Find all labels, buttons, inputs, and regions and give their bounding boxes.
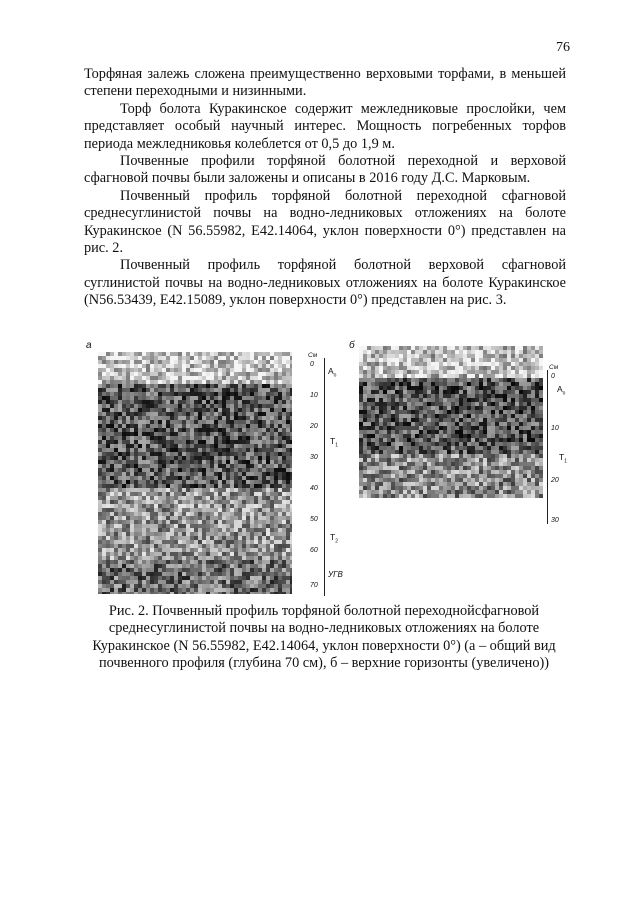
horizon-a-ao: $A_о$ bbox=[328, 366, 337, 379]
page-number: 76 bbox=[556, 40, 570, 55]
water-table-label: УГВ bbox=[328, 570, 343, 579]
scale-line-b bbox=[547, 370, 548, 524]
figure-panel-b bbox=[345, 338, 565, 528]
horizon-a-t2: $T_2$ bbox=[330, 532, 338, 545]
paragraph-1: Торфяная залежь сложена преимущественно верховыми торфами, в меньшей степени переходными и низинными. bbox=[84, 66, 566, 100]
panel-b-letter: б bbox=[349, 340, 355, 351]
horizon-a-t1: $T_1$ bbox=[330, 436, 338, 449]
tick-b-0: 0 bbox=[551, 373, 555, 380]
tick-b-30: 30 bbox=[551, 517, 559, 524]
tick-a-70: 70 bbox=[310, 582, 318, 589]
scale-line-a bbox=[324, 358, 325, 596]
horizon-b-t1: $T_1$ bbox=[559, 452, 567, 465]
horizon-b-ao: $A_о$ bbox=[557, 384, 566, 397]
tick-a-0: 0 bbox=[310, 361, 314, 368]
tick-b-20: 20 bbox=[551, 477, 559, 484]
tick-a-50: 50 bbox=[310, 516, 318, 523]
tick-a-40: 40 bbox=[310, 485, 318, 492]
tick-a-20: 20 bbox=[310, 423, 318, 430]
tick-a-10: 10 bbox=[310, 392, 318, 399]
tick-a-30: 30 bbox=[310, 454, 318, 461]
paragraph-4: Почвенный профиль торфяной болотной переходной сфагновой среднесуглинистой почвы на водно-ледниковых отложениях на болоте Куракинское (N 56.55982, E42.14064, уклон поверхности 0°) представлен на рис. 2. bbox=[84, 187, 566, 257]
tick-b-10: 10 bbox=[551, 425, 559, 432]
body-text bbox=[84, 66, 566, 310]
figure-panel-a bbox=[84, 338, 354, 598]
tick-a-60: 60 bbox=[310, 547, 318, 554]
panel-a-letter: а bbox=[86, 340, 92, 351]
figure-caption: Рис. 2. Почвенный профиль торфяной болотной переходнойсфагновой среднесуглинистой почвы на водно-ледниковых отложениях на болоте Куракинское (N 56.55982, E42.14064, уклон поверхности 0°) (а – общий вид почвенного профиля (глубина 70 см), б – верхние горизонты (увеличено)) bbox=[92, 603, 556, 672]
paragraph-2: Торф болота Куракинское содержит межледниковые прослойки, чем представляет особый научный интерес. Мощность погребенных торфов периода межледниковья колеблется от 0,5 до 1,9 м. bbox=[84, 100, 566, 152]
soil-profile-photo-a bbox=[98, 352, 292, 594]
depth-unit-b: См bbox=[549, 364, 559, 371]
depth-scale-b bbox=[545, 364, 567, 528]
depth-unit-a: См bbox=[308, 352, 318, 359]
paragraph-3: Почвенные профили торфяной болотной переходной и верховой сфагновой почвы были заложены и описаны в 2016 году Д.С. Марковым. bbox=[84, 153, 566, 187]
paragraph-5: Почвенный профиль торфяной болотной верховой сфагновой суглинистой почвы на водно-ледниковых отложениях на болоте Куракинское (N56.53439, E42.15089, уклон поверхности 0°) представлен на рис. 3. bbox=[84, 257, 566, 309]
soil-profile-photo-b bbox=[359, 346, 543, 498]
